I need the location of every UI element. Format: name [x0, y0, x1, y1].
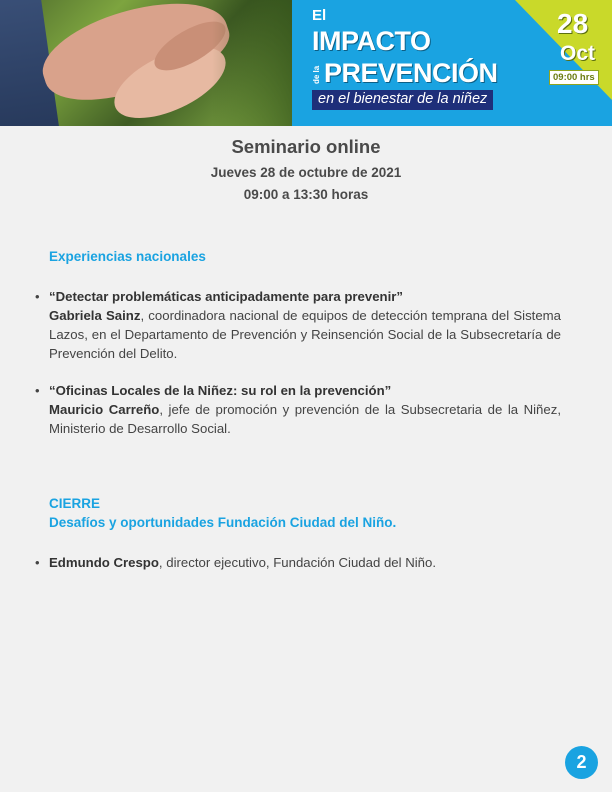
hands-photo	[0, 0, 292, 126]
bullet: •	[35, 555, 40, 570]
speaker-role: , director ejecutivo, Fundación Ciudad del Niño.	[158, 555, 436, 570]
date-time: 09:00 hrs	[549, 70, 599, 85]
list-item	[35, 381, 561, 438]
talk-title: “Detectar problemáticas anticipadamente para prevenir”	[49, 289, 403, 304]
header-banner	[0, 0, 612, 126]
section-title-closing: CIERRE	[49, 496, 101, 511]
speaker-name: Mauricio Carreño	[49, 402, 160, 417]
date-day: 28	[557, 8, 589, 39]
speaker-name: Gabriela Sainz	[49, 308, 141, 323]
talk-title: “Oficinas Locales de la Niñez: su rol en la prevención”	[49, 383, 392, 398]
seminar-header	[0, 136, 612, 206]
speaker-role: , jefe de promoción y prevención de la Subsecretaria de la Niñez, Ministerio de Desarrollo Social.	[49, 402, 561, 436]
list-item	[35, 287, 561, 363]
page-number: 2	[565, 746, 598, 779]
bullet: •	[35, 289, 40, 304]
section-subtitle-closing: Desafíos y oportunidades Fundación Ciudad del Niño.	[49, 515, 397, 530]
seminar-date: Jueves 28 de octubre de 2021	[210, 165, 402, 180]
section-title-national: Experiencias nacionales	[49, 249, 206, 264]
bullet: •	[35, 383, 40, 398]
date-month: Oct	[560, 42, 596, 65]
seminar-title: Seminario online	[231, 136, 381, 157]
seminar-hours: 09:00 a 13:30 horas	[243, 187, 369, 202]
event-subtitle: en el bienestar de la niñez	[312, 90, 493, 110]
title-el: El	[312, 7, 327, 24]
list-item	[35, 553, 561, 572]
title-de-la: de la	[312, 65, 321, 84]
title-impacto: IMPACTO	[312, 26, 431, 56]
speaker-role: , coordinadora nacional de equipos de detección temprana del Sistema Lazos, en el Departamento de Prevención y Reinsención Social de la Subsecretaría de Prevención del Delito.	[49, 308, 561, 361]
speaker-name: Edmundo Crespo	[49, 555, 159, 570]
title-prevencion: PREVENCIÓN	[324, 58, 498, 88]
